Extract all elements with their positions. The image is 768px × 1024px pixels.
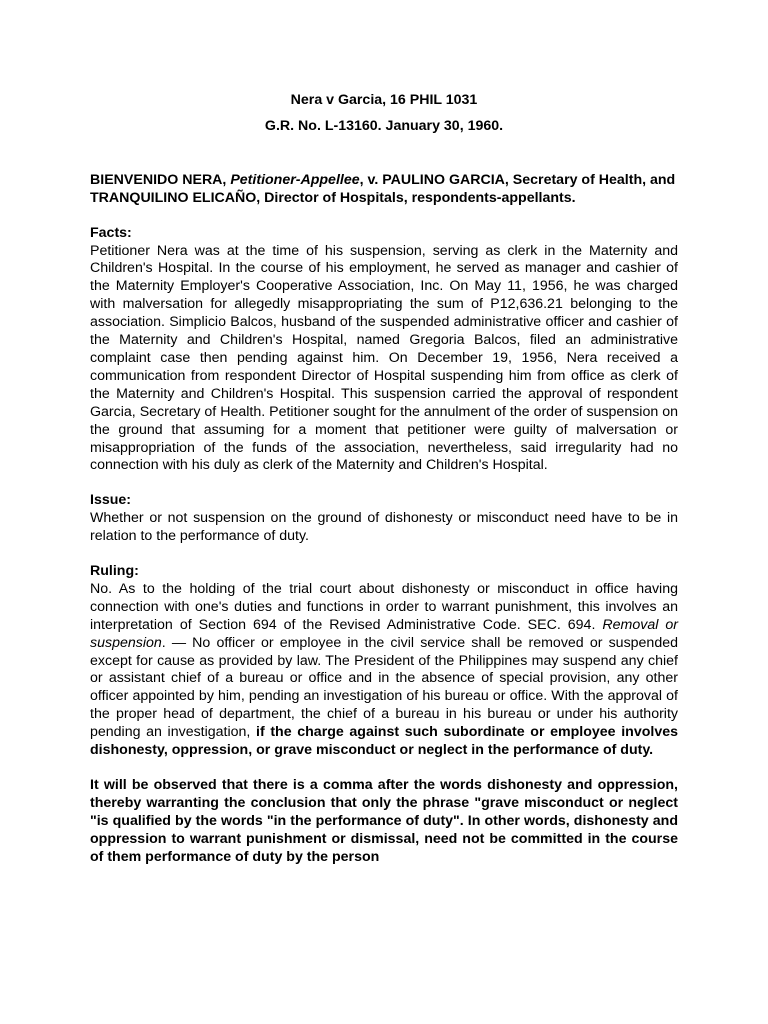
issue-text: Whether or not suspension on the ground of dishonesty or misconduct need have to be in relation to the performance of duty.: [90, 510, 678, 545]
petitioner-name: BIENVENIDO NERA,: [90, 171, 227, 188]
facts-text: Petitioner Nera was at the time of his suspension, serving as clerk in the Maternity and Children's Hospital. In the course of his employment, he served as manager and cashier of the Maternity Employer's Cooperative Association, Inc. On May 11, 1956, he was charged with malversation for allegedly misappropriating the sum of P12,636.21 belonging to the association. Simplicio Balcos, husband of the suspended administrative officer and cashier of the Maternity and Children's Hospital, named Gregoria Balcos, filed an administrative complaint case then pending against him. On December 19, 1956, Nera received a communication from respondent Director of Hospital suspending him from office as clerk of the Maternity and Children's Hospital. This suspension carried the approval of respondent Garcia, Secretary of Health. Petitioner sought for the annulment of the order of suspension on the ground that assuming for a moment that petitioner were guilty of malversation or misappropriation of the funds of the association, nevertheless, said irregularity had no connection with his duly as clerk of the Maternity and Children's Hospital.: [90, 242, 678, 474]
ruling-observation: It will be observed that there is a comma after the words dishonesty and oppression, thereby warranting the conclusion that only the phrase "grave misconduct or neglect "is qualified by the words "in the performance of duty". In other words, dishonesty and oppression to warrant punishment or dismissal, need not be committed in the course of them performance of duty by the person: [90, 777, 678, 865]
respondents: , v. PAULINO GARCIA, Secretary of Health, and TRANQUILINO ELICAÑO, Director of Hospitals, respondents-appellants.: [90, 171, 676, 206]
issue-heading: Issue:: [90, 492, 132, 509]
ruling-text-italic: Removal or suspension: [90, 616, 678, 651]
facts-heading: Facts:: [90, 224, 132, 241]
ruling-text: [90, 581, 678, 760]
case-title: Nera v Garcia, 16 PHIL 1031: [290, 92, 478, 108]
ruling-text-bold: if the charge against such subordinate or employee involves dishonesty, oppression, or grave misconduct or neglect in the performance of duty.: [90, 724, 678, 759]
ruling-text-part2: . — No officer or employee in the civil service shall be removed or suspended except for cause as provided by law. The President of the Philippines may suspend any chief or assistant chief of a bureau or office and in the absence of special provision, any other officer appointed by him, pending an investigation of his bureau or office. With the approval of the proper head of department, the chief of a bureau in his bureau or under his authority pending an investigation,: [90, 634, 678, 741]
document-page: [90, 92, 678, 867]
case-number: G.R. No. L-13160. January 30, 1960.: [264, 117, 504, 134]
petitioner-role: Petitioner-Appellee: [230, 171, 360, 188]
parties-caption: [90, 172, 678, 208]
ruling-text-part1: No. As to the holding of the trial court about dishonesty or misconduct in office having connection with one's duties and functions in order to warrant punishment, this involves an interpretation of Section 694 of the Revised Administrative Code. SEC. 694.: [90, 580, 678, 633]
paragraph-spacer: [90, 760, 678, 777]
ruling-heading: Ruling:: [90, 563, 139, 580]
